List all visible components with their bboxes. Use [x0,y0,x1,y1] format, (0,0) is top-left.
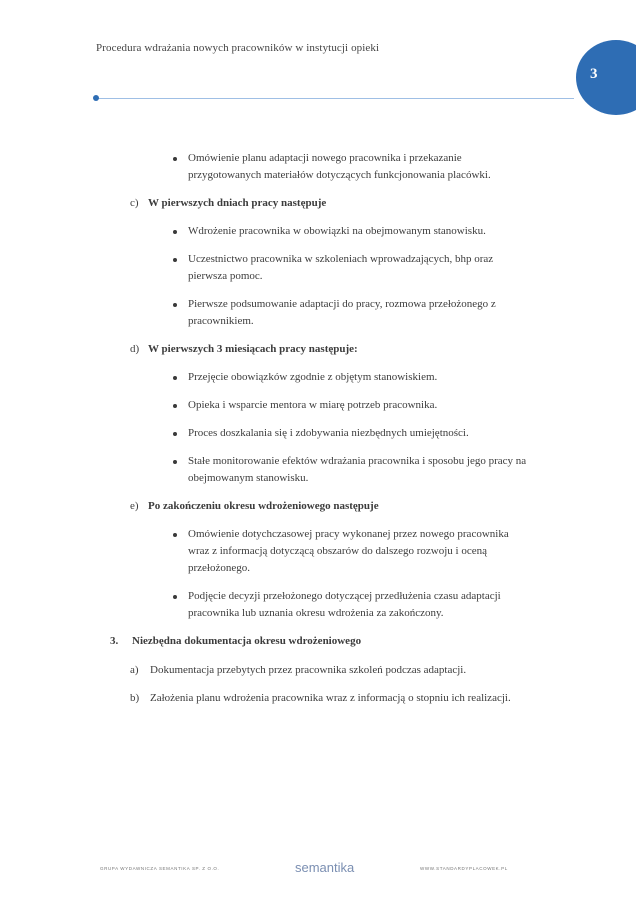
list-item: Stałe monitorowanie efektów wdrażania pracownika i sposobu jego pracy na obejmowanym stanowisku. [188,453,528,487]
subsection-heading-d [130,341,528,358]
list-item: Przejęcie obowiązków zgodnie z objętym stanowiskiem. [188,369,528,386]
subsection-heading-e [130,498,528,515]
header-divider-dot [93,95,99,101]
list-item: Opieka i wsparcie mentora w miarę potrzeb pracownika. [188,397,528,414]
list-marker: a) [130,664,139,676]
list-item-text: Założenia planu wdrożenia pracownika wraz z informacją o stopniu ich realizacji. [150,692,511,704]
list-item: Omówienie planu adaptacji nowego pracownika i przekazanie przygotowanych materiałów dotyczących funkcjonowania placówki. [188,150,528,184]
list-item [130,690,530,707]
page-number: 3 [590,66,598,82]
section-heading-3 [110,633,532,650]
header-title: Procedura wdrażania nowych pracowników w instytucji opieki [96,42,380,54]
section-title: Niezbędna dokumentacja okresu wdrożeniowego [132,635,362,647]
list-item: Wdrożenie pracownika w obowiązki na obejmowanym stanowisku. [188,223,528,240]
subsection-title: W pierwszych dniach pracy następuje [148,197,327,209]
subsection-heading-c [130,195,528,212]
document-body [0,150,636,718]
list-item: Omówienie dotychczasowej pracy wykonanej przez nowego pracownika wraz z informacją dotyczącą obszarów do dalszego rozwoju i oceną przełożonego. [188,526,528,577]
list-marker: d) [130,343,140,355]
list-item-text: Dokumentacja przebytych przez pracownika szkoleń podczas adaptacji. [150,664,467,676]
list-marker: e) [130,500,139,512]
list-item: Proces doszkalania się i zdobywania niezbędnych umiejętności. [188,425,528,442]
list-item: Podjęcie decyzji przełożonego dotyczącej przedłużenia czasu adaptacji pracownika lub uznania okresu wdrożenia za zakończony. [188,588,528,622]
list-marker: b) [130,692,140,704]
list-marker: c) [130,197,139,209]
subsection-title: W pierwszych 3 miesiącach pracy następuje: [148,343,358,355]
list-item [130,662,530,679]
footer-logo: semantika [295,860,355,875]
footer-website-link[interactable]: WWW.STANDARDYPLACOWEK.PL [420,866,508,871]
footer-publisher: GRUPA WYDAWNICZA SEMANTIKA SP. Z O.O. [100,866,220,871]
page-number-badge [576,40,636,115]
list-item: Uczestnictwo pracownika w szkoleniach wprowadzających, bhp oraz pierwsza pomoc. [188,251,528,285]
list-item: Pierwsze podsumowanie adaptacji do pracy, rozmowa przełożonego z pracownikiem. [188,296,528,330]
subsection-title: Po zakończeniu okresu wdrożeniowego następuje [148,500,379,512]
header-divider [96,98,574,99]
list-marker: 3. [110,635,119,647]
